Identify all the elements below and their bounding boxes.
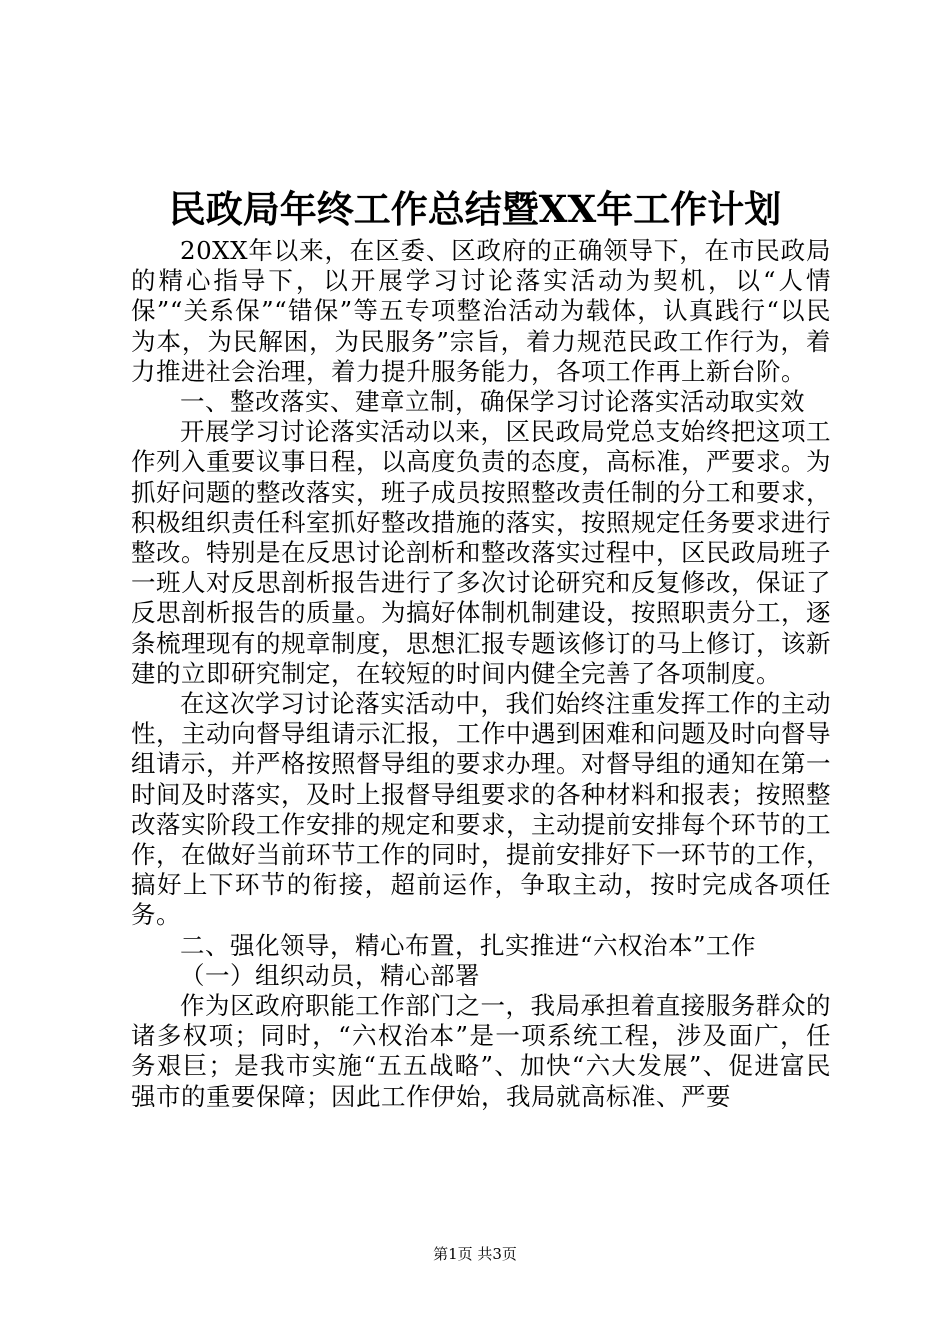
section-heading-2: 二、强化领导，精心布置，扎实推进“六权治本”工作 bbox=[180, 930, 757, 960]
subsection-heading-1: （一）组织动员，精心部署 bbox=[180, 960, 480, 990]
paragraph: 开展学习讨论落实活动以来，区民政局党总支始终把这项工作列入重要议事日程，以高度负责的态度，高标准，严要求。为抓好问题的整改落实，班子成员按照整改责任制的分工和要求，积极组织责任科室抓好整改措施的落实，按照规定任务要求进行整改。特别是在反思讨论剖析和整改落实过程中，区民政局班子一班人对反思剖析报告进行了多次讨论研究和反复修改，保证了反思剖析报告的质量。为搞好体制机制建设，按照职责分工，逐条梳理现有的规章制度，思想汇报专题该修订的马上修订，该新建的立即研究制定，在较短的时间内健全完善了各项制度。 bbox=[131, 417, 831, 688]
document-title: 民政局年终工作总结暨XX年工作计划 bbox=[168, 187, 782, 231]
paragraph: 在这次学习讨论落实活动中，我们始终注重发挥工作的主动性，主动向督导组请示汇报，工作中遇到困难和问题及时向督导组请示，并严格按照督导组的要求办理。对督导组的通知在第一时间及时落实，及时上报督导组要求的各种材料和报表；按照整改落实阶段工作安排的规定和要求，主动提前安排每个环节的工作，在做好当前环节工作的同时，提前安排好下一环节的工作，搞好上下环节的衔接，超前运作，争取主动，按时完成各项任务。 bbox=[131, 689, 831, 930]
section-heading-1: 一、整改落实、建章立制，确保学习讨论落实活动取实效 bbox=[180, 387, 805, 417]
page-footer: 第1页 共3页 bbox=[433, 1245, 517, 1263]
document-body bbox=[131, 236, 831, 1112]
paragraph-intro: 20XX年以来，在区委、区政府的正确领导下，在市民政局的精心指导下，以开展学习讨论落实活动为契机，以“人情保”“关系保”“错保”等五专项整治活动为载体，认真践行“以民为本，为民解困，为民服务”宗旨，着力规范民政工作行为，着力推进社会治理，着力提升服务能力，各项工作再上新台阶。 bbox=[131, 236, 831, 386]
paragraph: 作为区政府职能工作部门之一，我局承担着直接服务群众的诸多权项；同时，“六权治本”是一项系统工程，涉及面广，任务艰巨；是我市实施“五五战略”、加快“六大发展”、促进富民强市的重要保障；因此工作伊始，我局就高标准、严要 bbox=[131, 991, 831, 1111]
